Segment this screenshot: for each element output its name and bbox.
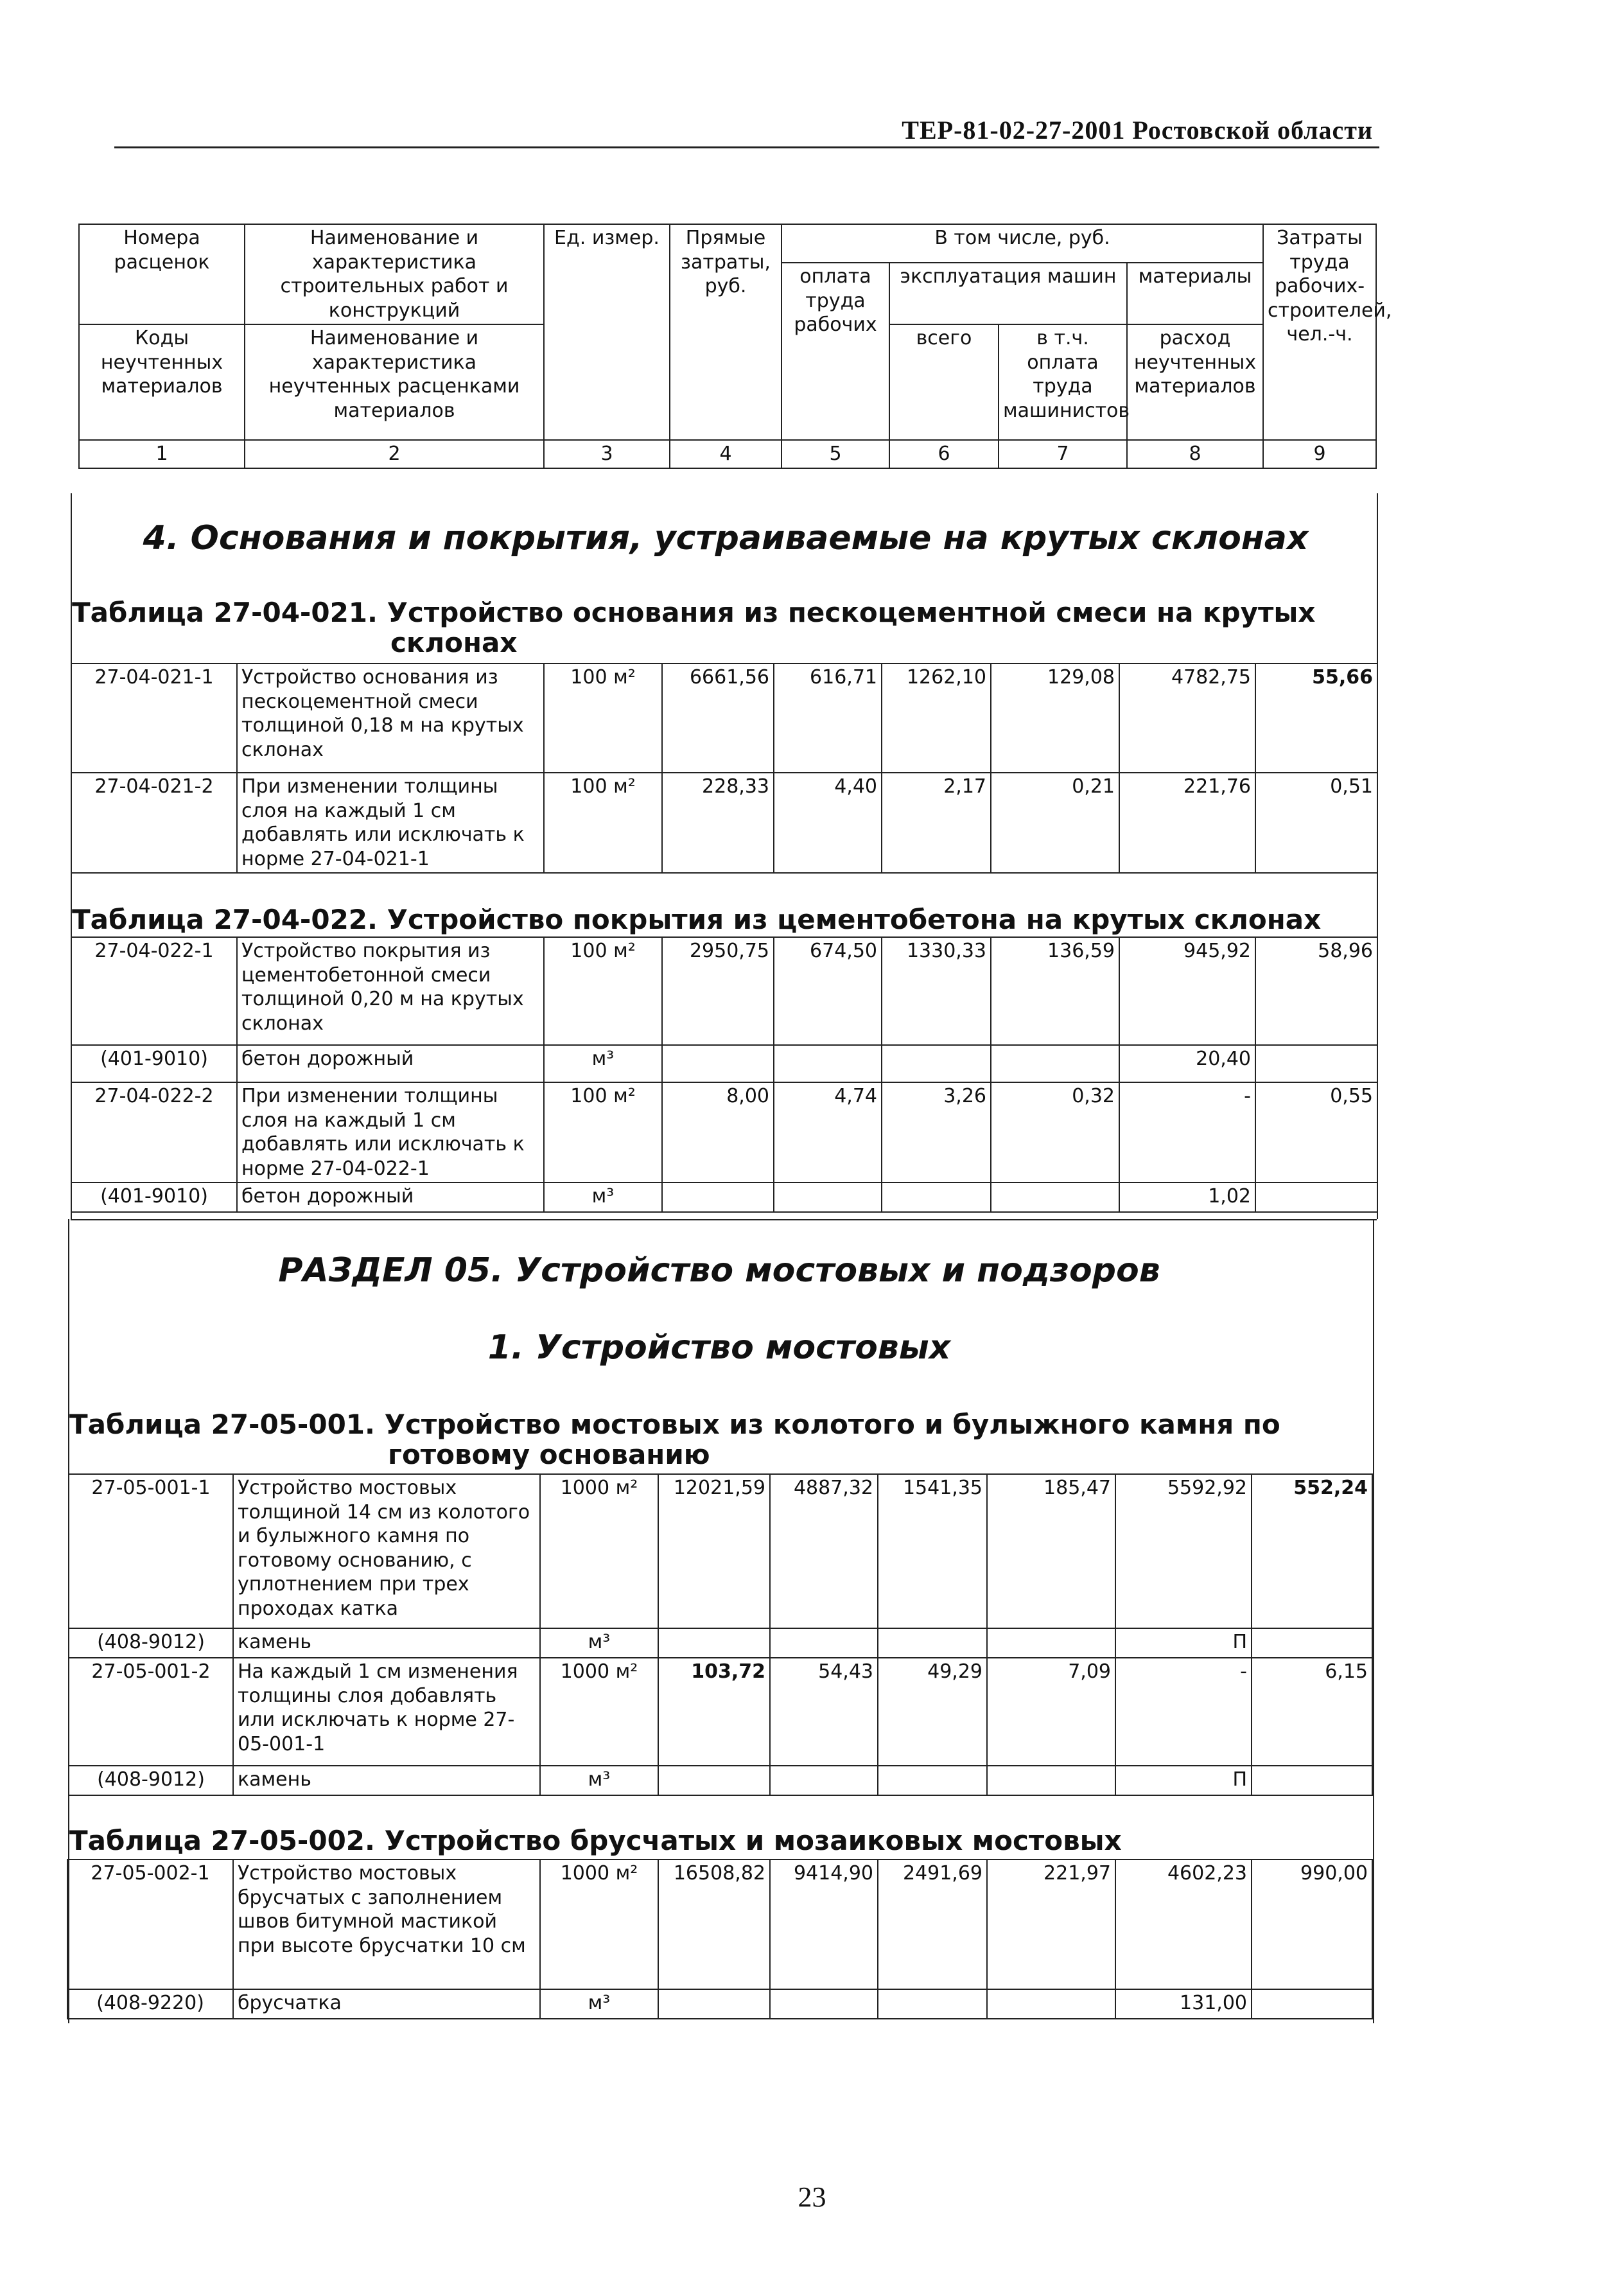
table-row (71, 1045, 1377, 1082)
materials: 4602,23 (1115, 1859, 1252, 1989)
table-row (69, 1474, 1372, 1628)
table-row (71, 1082, 1377, 1182)
col-header-direct: Прямые затраты, руб. (670, 224, 781, 440)
materials: П (1115, 1628, 1252, 1658)
direct-cost: 8,00 (662, 1082, 774, 1182)
page-number: 23 (798, 2181, 826, 2213)
col-header-consumption: расход неучтенных материалов (1127, 324, 1263, 440)
machines-wage: 7,09 (987, 1658, 1115, 1766)
caption-line-1: Таблица 27-05-001. Устройство мостовых из колотого и булыжного камня по (69, 1409, 1280, 1440)
table-27-05-002 (67, 1859, 1373, 2019)
unit: м³ (540, 1989, 658, 2019)
rate-code: 27-05-001-1 (69, 1474, 233, 1628)
col-num-8: 8 (1127, 440, 1263, 468)
wage: 616,71 (774, 664, 882, 773)
material-name: брусчатка (233, 1989, 540, 2019)
labor: 58,96 (1255, 937, 1377, 1045)
table-row (69, 1658, 1372, 1766)
col-header-wage: оплата труда рабочих (781, 263, 889, 440)
wage: 54,43 (770, 1658, 878, 1766)
caption-line-2: готовому основанию (388, 1439, 710, 1471)
machines-wage: 0,21 (991, 773, 1119, 873)
caption-line-1: Таблица 27-05-002. Устройство брусчатых и мозаиковых мостовых (69, 1825, 1122, 1856)
col-num-3: 3 (544, 440, 670, 468)
unit: м³ (544, 1182, 662, 1212)
col-num-4: 4 (670, 440, 781, 468)
rate-code: 27-05-002-1 (67, 1859, 233, 1989)
running-header (114, 116, 1379, 148)
machines-wage: 221,97 (987, 1859, 1115, 1989)
machines-total: 3,26 (882, 1082, 991, 1182)
col-header-labor: Затраты труда рабочих-строителей, чел.-ч. (1263, 224, 1376, 440)
wage: 9414,90 (770, 1859, 878, 1989)
materials: 221,76 (1119, 773, 1255, 873)
col-num-7: 7 (999, 440, 1127, 468)
direct-cost: 12021,59 (658, 1474, 770, 1628)
unit: 100 м² (544, 664, 662, 773)
direct-cost: 228,33 (662, 773, 774, 873)
col-num-9: 9 (1263, 440, 1376, 468)
table-row (69, 1628, 1372, 1658)
rate-code: 27-04-021-2 (71, 773, 237, 873)
unit: м³ (544, 1045, 662, 1082)
materials: 131,00 (1115, 1989, 1252, 2019)
unit: 1000 м² (540, 1859, 658, 1989)
table-row (71, 773, 1377, 873)
materials: 20,40 (1119, 1045, 1255, 1082)
section5-subtitle: 1. Устройство мостовых (487, 1328, 951, 1367)
labor: 990,00 (1252, 1859, 1372, 1989)
unit: 100 м² (544, 773, 662, 873)
col-num-6: 6 (889, 440, 999, 468)
unit: 1000 м² (540, 1474, 658, 1628)
materials: 5592,92 (1115, 1474, 1252, 1628)
materials: 4782,75 (1119, 664, 1255, 773)
machines-total: 1330,33 (882, 937, 991, 1045)
col-header-codes: Номера расценок (79, 224, 245, 324)
direct-cost: 6661,56 (662, 664, 774, 773)
table-27-05-001-caption (69, 1409, 1373, 1470)
materials: П (1115, 1766, 1252, 1795)
material-name: камень (233, 1766, 540, 1795)
col-header-including: В том числе, руб. (781, 224, 1263, 263)
machines-total: 1262,10 (882, 664, 991, 773)
material-code: (401-9010) (71, 1182, 237, 1212)
table-row (69, 1766, 1372, 1795)
col-num-1: 1 (79, 440, 245, 468)
material-name: бетон дорожный (237, 1045, 544, 1082)
wage: 4887,32 (770, 1474, 878, 1628)
unit: м³ (540, 1766, 658, 1795)
work-description: При изменении толщины слоя на каждый 1 см добавлять или исключать к норме 27-04-021-1 (237, 773, 544, 873)
materials: - (1115, 1658, 1252, 1766)
work-description: На каждый 1 см изменения толщины слоя добавлять или исключать к норме 27-05-001-1 (233, 1658, 540, 1766)
labor: 0,51 (1255, 773, 1377, 873)
col-header-machines-total: всего (889, 324, 999, 440)
table-row (67, 1859, 1372, 1989)
table-row (71, 664, 1377, 773)
direct-cost: 16508,82 (658, 1859, 770, 1989)
document-code: ТЕР-81-02-27-2001 Ростовской области (902, 116, 1373, 145)
rate-code: 27-04-022-1 (71, 937, 237, 1045)
table-27-04-022 (71, 936, 1378, 1213)
caption-line-2: склонах (390, 627, 518, 659)
col-header-machines: эксплуатация машин (889, 263, 1127, 324)
table-row (71, 1182, 1377, 1212)
material-code: (408-9012) (69, 1766, 233, 1795)
section5-title: РАЗДЕЛ 05. Устройство мостовых и подзоров (278, 1251, 1160, 1290)
direct-cost: 103,72 (658, 1658, 770, 1766)
labor: 55,66 (1255, 664, 1377, 773)
table-27-04-022-caption (72, 904, 1375, 935)
unit: 100 м² (544, 937, 662, 1045)
table-row (67, 1989, 1372, 2019)
wage: 674,50 (774, 937, 882, 1045)
table-27-04-021-caption (72, 597, 1375, 658)
unit: м³ (540, 1628, 658, 1658)
machines-total: 1541,35 (878, 1474, 987, 1628)
section4-title: 4. Основания и покрытия, устраиваемые на крутых склонах (143, 519, 1309, 558)
wage: 4,40 (774, 773, 882, 873)
table-27-05-002-caption (69, 1825, 1373, 1856)
table-27-04-021 (71, 663, 1378, 874)
rate-code: 27-04-021-1 (71, 664, 237, 773)
machines-wage: 0,32 (991, 1082, 1119, 1182)
work-description: Устройство основания из пескоцементной смеси толщиной 0,18 м на крутых склонах (237, 664, 544, 773)
machines-total: 49,29 (878, 1658, 987, 1766)
labor: 6,15 (1252, 1658, 1372, 1766)
materials: 945,92 (1119, 937, 1255, 1045)
column-header-table (78, 224, 1392, 469)
unit: 100 м² (544, 1082, 662, 1182)
machines-wage: 136,59 (991, 937, 1119, 1045)
wage: 4,74 (774, 1082, 882, 1182)
col-header-machines-wage: в т.ч. оплата труда машинистов (999, 324, 1127, 440)
material-code: (408-9220) (67, 1989, 233, 2019)
labor: 552,24 (1252, 1474, 1372, 1628)
table-27-05-001 (68, 1473, 1373, 1796)
col-header-name: Наименование и характеристика строительных работ и конструкций (245, 224, 544, 324)
labor: 0,55 (1255, 1082, 1377, 1182)
material-name: бетон дорожный (237, 1182, 544, 1212)
col-header-name-materials: Наименование и характеристика неучтенных расценками материалов (245, 324, 544, 440)
caption-line-1: Таблица 27-04-022. Устройство покрытия из цементобетона на крутых склонах (72, 904, 1322, 935)
materials: - (1119, 1082, 1255, 1182)
col-header-unit: Ед. измер. (544, 224, 670, 440)
material-code: (408-9012) (69, 1628, 233, 1658)
material-code: (401-9010) (71, 1045, 237, 1082)
rate-code: 27-05-001-2 (69, 1658, 233, 1766)
col-num-5: 5 (781, 440, 889, 468)
unit: 1000 м² (540, 1658, 658, 1766)
col-header-materials: материалы (1127, 263, 1263, 324)
table-row (71, 937, 1377, 1045)
material-name: камень (233, 1628, 540, 1658)
work-description: Устройство мостовых брусчатых с заполнением швов битумной мастикой при высоте брусчатки 10 см (233, 1859, 540, 1989)
caption-line-1: Таблица 27-04-021. Устройство основания из пескоцементной смеси на крутых (72, 597, 1316, 628)
work-description: Устройство покрытия из цементобетонной смеси толщиной 0,20 м на крутых склонах (237, 937, 544, 1045)
col-num-2: 2 (245, 440, 544, 468)
direct-cost: 2950,75 (662, 937, 774, 1045)
machines-wage: 185,47 (987, 1474, 1115, 1628)
machines-wage: 129,08 (991, 664, 1119, 773)
machines-total: 2491,69 (878, 1859, 987, 1989)
machines-total: 2,17 (882, 773, 991, 873)
col-header-codes-materials: Коды неучтенных материалов (79, 324, 245, 440)
work-description: При изменении толщины слоя на каждый 1 см добавлять или исключать к норме 27-04-022-1 (237, 1082, 544, 1182)
work-description: Устройство мостовых толщиной 14 см из колотого и булыжного камня по готовому основанию, с уплотнением при трех проходах катка (233, 1474, 540, 1628)
materials: 1,02 (1119, 1182, 1255, 1212)
rate-code: 27-04-022-2 (71, 1082, 237, 1182)
